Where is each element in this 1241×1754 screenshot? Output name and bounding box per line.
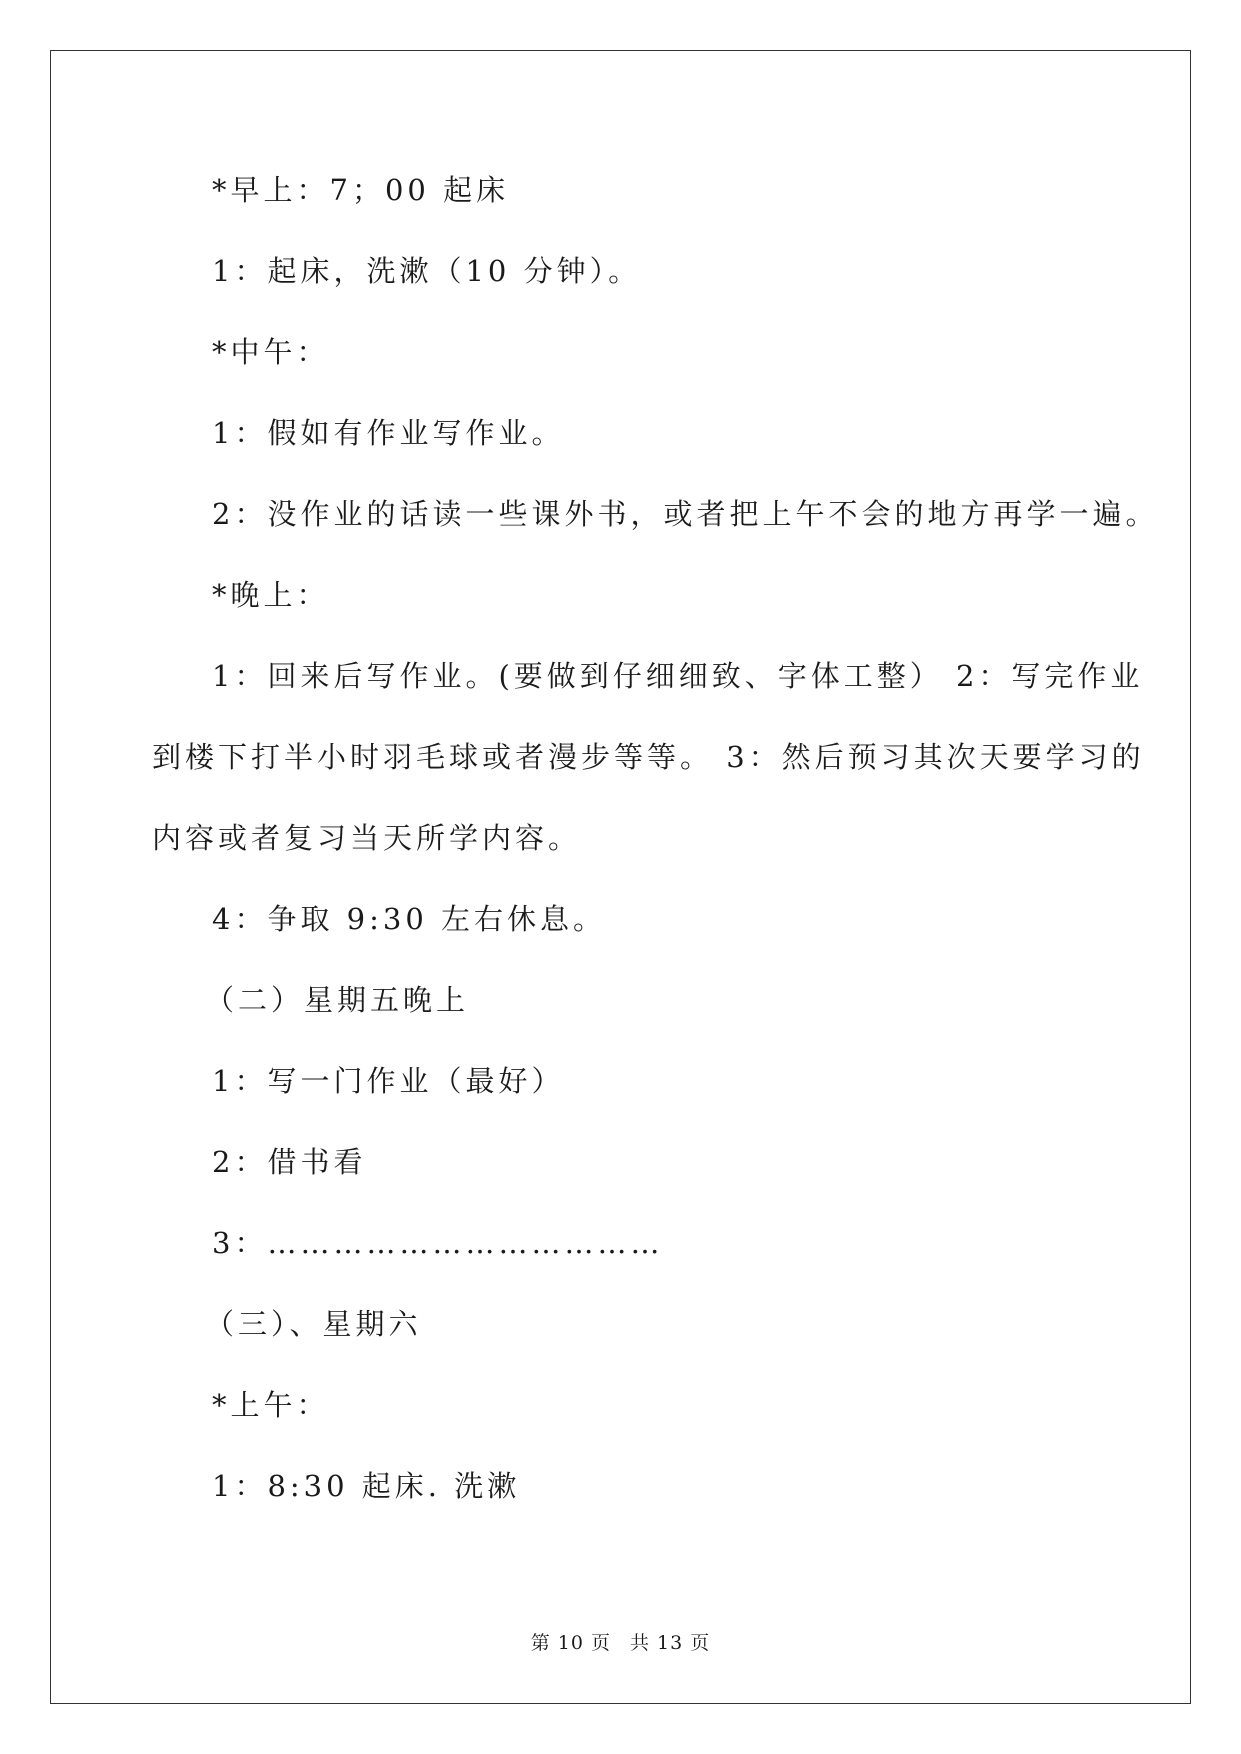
page-total: 共 13 页 <box>630 1632 711 1654</box>
line-saturday-morning-heading: *上午： <box>212 1388 330 1422</box>
line-friday-item-3: 3：……………………………… <box>212 1226 664 1260</box>
page-footer <box>0 1628 1241 1655</box>
line-friday-item-1: 1：写一门作业（最好） <box>212 1064 565 1098</box>
line-saturday-heading: （三）、星期六 <box>205 1307 422 1341</box>
line-morning-item-1: 1：起床，洗漱（10 分钟）。 <box>212 254 642 288</box>
line-friday-item-2: 2：借书看 <box>212 1145 367 1179</box>
line-evening-heading: *晚上： <box>212 578 330 612</box>
line-noon-heading: *中午： <box>212 335 330 369</box>
line-morning-heading: *早上：7；00 起床 <box>212 173 510 207</box>
line-noon-item-2: 2：没作业的话读一些课外书，或者把上午不会的地方再学一遍。 <box>212 497 1159 531</box>
line-evening-item-4: 4：争取 9:30 左右休息。 <box>212 902 607 936</box>
line-noon-item-1: 1：假如有作业写作业。 <box>212 416 565 450</box>
line-friday-heading: （二）星期五晚上 <box>205 983 470 1017</box>
line-evening-item-1: 1：回来后写作业。(要做到仔细细致、字体工整） 2：写完作业 <box>212 659 1144 693</box>
line-evening-item-3: 内容或者复习当天所学内容。 <box>152 821 582 855</box>
page-number: 第 10 页 <box>530 1632 611 1654</box>
line-saturday-item-1: 1：8:30 起床. 洗漱 <box>212 1469 521 1503</box>
line-evening-item-2: 到楼下打半小时羽毛球或者漫步等等。 3：然后预习其次天要学习的 <box>152 740 1145 774</box>
page-border <box>50 50 1191 1704</box>
